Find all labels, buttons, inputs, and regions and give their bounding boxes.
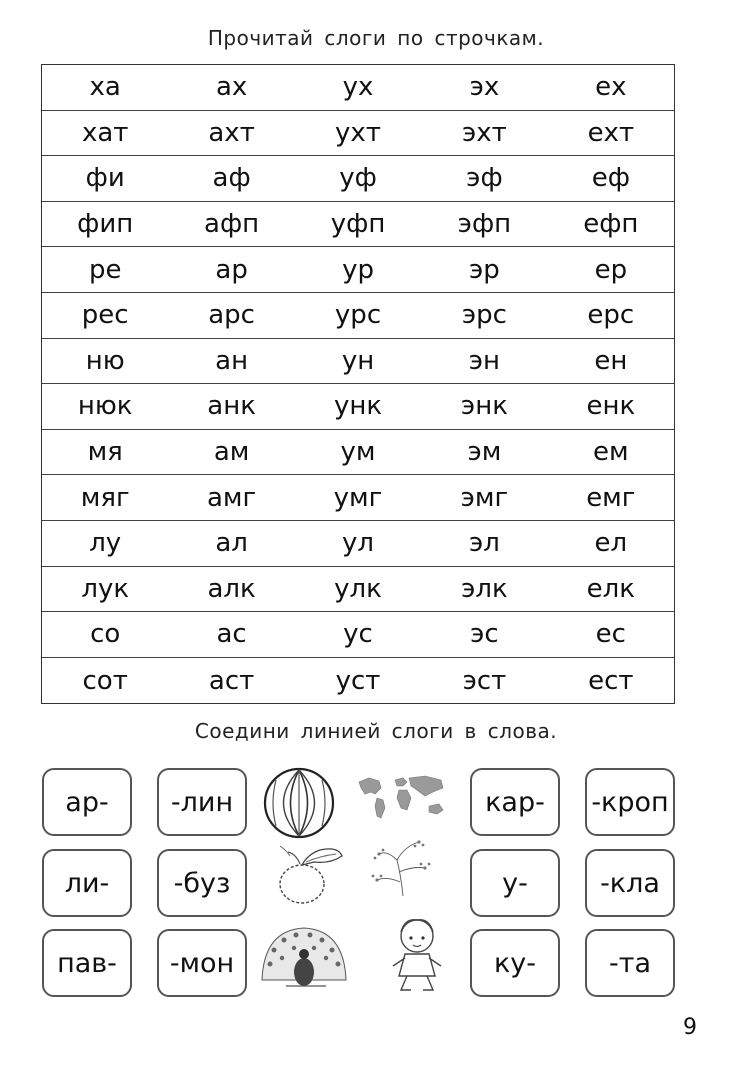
peacock-picture[interactable] bbox=[256, 920, 352, 992]
syllable-cell: ефп bbox=[583, 209, 639, 240]
syllable-card-pav[interactable]: пав- bbox=[42, 929, 132, 997]
syllable-row bbox=[42, 430, 674, 476]
syllable-cell: уф bbox=[339, 163, 377, 194]
syllable-row bbox=[42, 521, 674, 567]
syllable-cell: эмг bbox=[460, 482, 509, 513]
syllable-cell: эн bbox=[468, 345, 501, 376]
syllable-cell: лу bbox=[89, 528, 122, 559]
syllable-cell: уст bbox=[335, 665, 381, 696]
syllable-cell: ре bbox=[88, 254, 122, 285]
syllable-card-kar[interactable]: кар- bbox=[470, 768, 560, 836]
syllable-cell: хат bbox=[81, 117, 129, 148]
syllable-cell: алк bbox=[207, 573, 256, 604]
syllable-row bbox=[42, 384, 674, 430]
syllable-cell: эф bbox=[466, 163, 503, 194]
syllable-cell: ес bbox=[595, 619, 626, 650]
syllable-cell: эфп bbox=[457, 209, 512, 240]
syllable-row bbox=[42, 475, 674, 521]
syllable-card-lin[interactable]: -лин bbox=[157, 768, 247, 836]
syllable-cell: ех bbox=[595, 72, 627, 103]
syllable-cell: эс bbox=[470, 619, 499, 650]
syllable-cell: эл bbox=[468, 528, 500, 559]
syllable-cell: ер bbox=[594, 254, 628, 285]
syllable-cell: эм bbox=[467, 437, 502, 468]
syllable-cell: лук bbox=[81, 573, 130, 604]
syllable-row bbox=[42, 202, 674, 248]
syllable-cell: умг bbox=[333, 482, 383, 513]
syllable-cell: мяг bbox=[80, 482, 130, 513]
syllable-table bbox=[41, 64, 675, 704]
syllable-row bbox=[42, 293, 674, 339]
syllable-cell: елк bbox=[586, 573, 635, 604]
syllable-cell: емг bbox=[586, 482, 636, 513]
syllable-row bbox=[42, 567, 674, 613]
syllable-cell: улк bbox=[334, 573, 382, 604]
syllable-cell: эр bbox=[469, 254, 500, 285]
connect-instruction: Соедини линией слоги в слова. bbox=[194, 719, 558, 743]
syllable-cell: ехт bbox=[587, 117, 635, 148]
syllable-cell: ем bbox=[593, 437, 629, 468]
syllable-cell: рес bbox=[81, 300, 129, 331]
syllable-row bbox=[42, 658, 674, 704]
syllable-cell: ух bbox=[342, 72, 374, 103]
syllable-row bbox=[42, 247, 674, 293]
syllable-cell: ам bbox=[213, 437, 250, 468]
syllable-cell: эх bbox=[469, 72, 500, 103]
syllable-cell: энк bbox=[460, 391, 508, 422]
syllable-card-li[interactable]: ли- bbox=[42, 849, 132, 917]
syllable-card-krop[interactable]: -кроп bbox=[585, 768, 675, 836]
syllable-cell: ахт bbox=[208, 117, 255, 148]
syllable-card-kla[interactable]: -кла bbox=[585, 849, 675, 917]
syllable-cell: ун bbox=[341, 345, 375, 376]
syllable-cell: ар bbox=[215, 254, 248, 285]
syllable-cell: еф bbox=[591, 163, 630, 194]
syllable-cell: ул bbox=[342, 528, 375, 559]
syllable-cell: фип bbox=[77, 209, 134, 240]
syllable-cell: ас bbox=[216, 619, 247, 650]
syllable-card-ta[interactable]: -та bbox=[585, 929, 675, 997]
syllable-cell: аст bbox=[208, 665, 255, 696]
syllable-cell: ан bbox=[215, 345, 249, 376]
syllable-cell: ест bbox=[588, 665, 634, 696]
syllable-cell: ах bbox=[215, 72, 248, 103]
syllable-cell: аф bbox=[212, 163, 251, 194]
syllable-card-buz[interactable]: -буз bbox=[157, 849, 247, 917]
syllable-cell: енк bbox=[586, 391, 636, 422]
syllable-cell: со bbox=[90, 619, 121, 650]
syllable-cell: нюк bbox=[77, 391, 133, 422]
syllable-row bbox=[42, 65, 674, 111]
syllable-row bbox=[42, 612, 674, 658]
syllable-row bbox=[42, 111, 674, 157]
doll-picture[interactable] bbox=[385, 914, 449, 994]
syllable-cell: унк bbox=[333, 391, 383, 422]
syllable-cell: ус bbox=[343, 619, 373, 650]
syllable-cell: анк bbox=[207, 391, 256, 422]
syllable-cell: урс bbox=[334, 300, 382, 331]
syllable-cell: ен bbox=[594, 345, 628, 376]
syllable-row bbox=[42, 339, 674, 385]
syllable-cell: ел bbox=[594, 528, 628, 559]
syllable-cell: ха bbox=[89, 72, 121, 103]
syllable-cell: афп bbox=[204, 209, 260, 240]
page-number: 9 bbox=[683, 1015, 697, 1040]
syllable-cell: мя bbox=[87, 437, 123, 468]
syllable-cell: арс bbox=[208, 300, 255, 331]
world-map-picture[interactable] bbox=[355, 772, 447, 824]
syllable-cell: ал bbox=[215, 528, 248, 559]
syllable-cell: эрс bbox=[461, 300, 507, 331]
syllable-card-u[interactable]: у- bbox=[470, 849, 560, 917]
syllable-cell: ур bbox=[342, 254, 374, 285]
syllable-cell: ню bbox=[85, 345, 125, 376]
syllable-cell: ум bbox=[340, 437, 376, 468]
syllable-cell: уфп bbox=[330, 209, 386, 240]
syllable-cell: сот bbox=[82, 665, 128, 696]
syllable-cell: эхт bbox=[462, 117, 507, 148]
lemon-picture[interactable] bbox=[268, 840, 346, 910]
syllable-cell: эст bbox=[462, 665, 507, 696]
syllable-cell: ерс bbox=[587, 300, 635, 331]
syllable-card-ar[interactable]: ар- bbox=[42, 768, 132, 836]
syllable-row bbox=[42, 156, 674, 202]
syllable-card-mon[interactable]: -мон bbox=[157, 929, 247, 997]
syllable-cell: элк bbox=[461, 573, 508, 604]
syllable-card-ku[interactable]: ку- bbox=[470, 929, 560, 997]
syllable-cell: амг bbox=[207, 482, 257, 513]
read-instruction: Прочитай слоги по строчкам. bbox=[207, 26, 545, 50]
syllable-cell: фи bbox=[85, 163, 125, 194]
dill-picture[interactable] bbox=[367, 836, 447, 898]
watermelon-picture[interactable] bbox=[262, 766, 336, 840]
syllable-cell: ухт bbox=[335, 117, 381, 148]
